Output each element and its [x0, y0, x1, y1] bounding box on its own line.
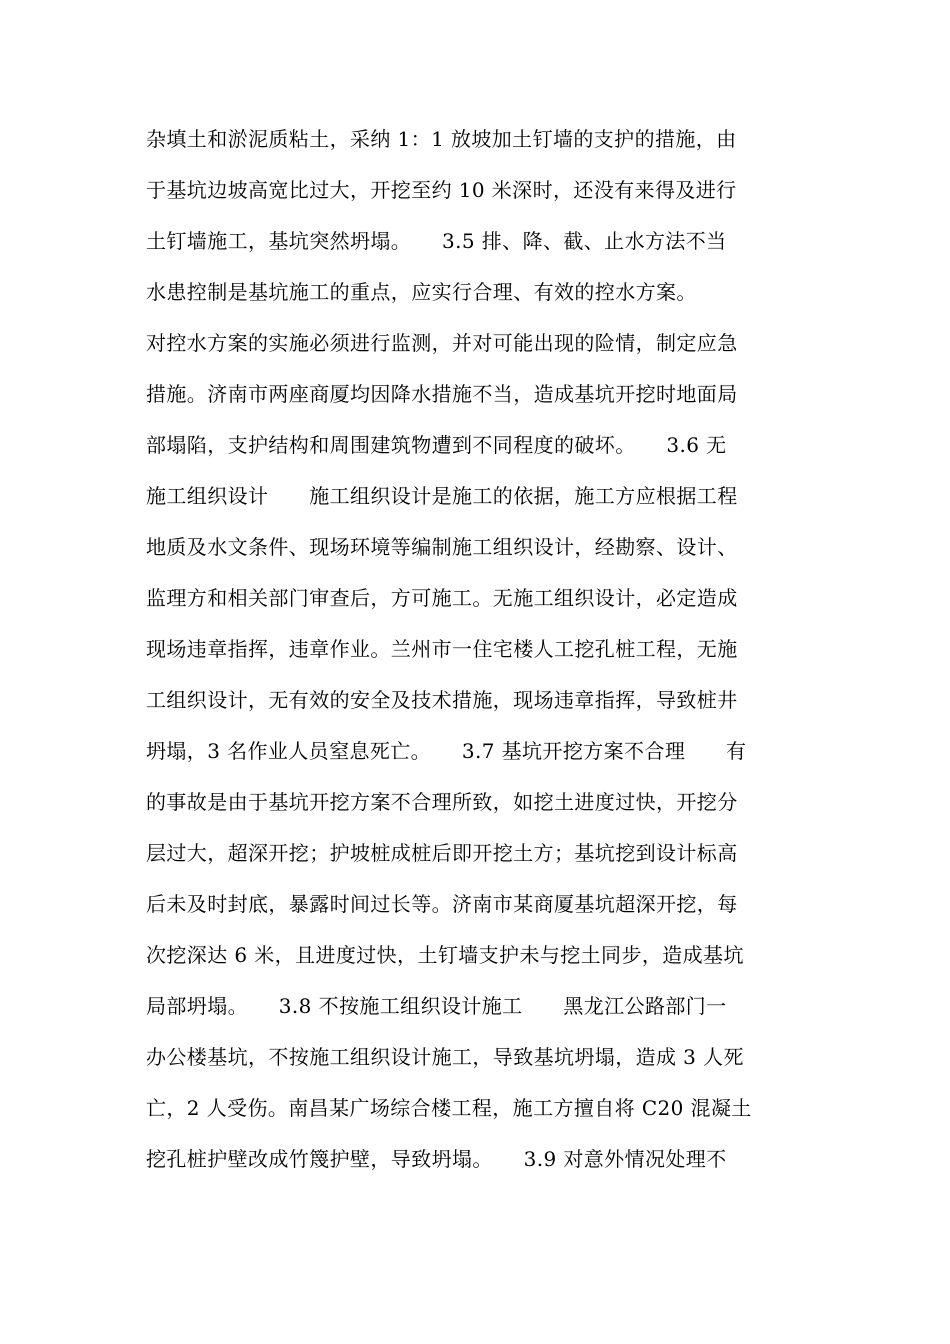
text-line: 施工组织设计 施工组织设计是施工的依据，施工方应根据工程	[146, 484, 738, 508]
text-line: 次挖深达 6 米，且进度过快，土钉墙支护未与挖土同步，造成基坑	[146, 943, 744, 967]
text-line: 对控水方案的实施必须进行监测，并对可能出现的险情，制定应急	[146, 331, 738, 355]
text-line: 亡，2 人受伤。南昌某广场综合楼工程，施工方擅自将 C20 混凝土	[146, 1096, 752, 1120]
body-text	[146, 114, 806, 1185]
text-line: 的事故是由于基坑开挖方案不合理所致，如挖土进度过快，开挖分	[146, 790, 738, 814]
text-line: 监理方和相关部门审查后，方可施工。无施工组织设计，必定造成	[146, 586, 738, 610]
text-line: 坍塌，3 名作业人员窒息死亡。 3.7 基坑开挖方案不合理 有	[146, 739, 747, 763]
text-line: 土钉墙施工，基坑突然坍塌。 3.5 排、降、截、止水方法不当	[146, 229, 727, 253]
text-line: 水患控制是基坑施工的重点，应实行合理、有效的控水方案。	[146, 280, 697, 304]
text-line: 局部坍塌。 3.8 不按施工组织设计施工 黑龙江公路部门一	[146, 994, 727, 1018]
text-line: 现场违章指挥，违章作业。兰州市一住宅楼人工挖孔桩工程，无施	[146, 637, 738, 661]
text-line: 杂填土和淤泥质粘土，采纳 1：1 放坡加土钉墙的支护的措施，由	[146, 127, 737, 151]
text-line: 于基坑边坡高宽比过大，开挖至约 10 米深时，还没有来得及进行	[146, 178, 737, 202]
text-line: 措施。济南市两座商厦均因降水措施不当，造成基坑开挖时地面局	[146, 382, 738, 406]
text-line: 办公楼基坑，不按施工组织设计施工，导致基坑坍塌，造成 3 人死	[146, 1045, 744, 1069]
text-line: 后未及时封底，暴露时间过长等。济南市某商厦基坑超深开挖，每	[146, 892, 738, 916]
text-line: 层过大，超深开挖；护坡桩成桩后即开挖土方；基坑挖到设计标高	[146, 841, 738, 865]
text-line: 挖孔桩护壁改成竹篾护壁，导致坍塌。 3.9 对意外情况处理不	[146, 1147, 727, 1171]
text-line: 地质及水文条件、现场环境等编制施工组织设计，经勘察、设计、	[146, 535, 738, 559]
text-line: 工组织设计，无有效的安全及技术措施，现场违章指挥，导致桩井	[146, 688, 738, 712]
text-line: 部塌陷，支护结构和周围建筑物遭到不同程度的破坏。 3.6 无	[146, 433, 727, 457]
